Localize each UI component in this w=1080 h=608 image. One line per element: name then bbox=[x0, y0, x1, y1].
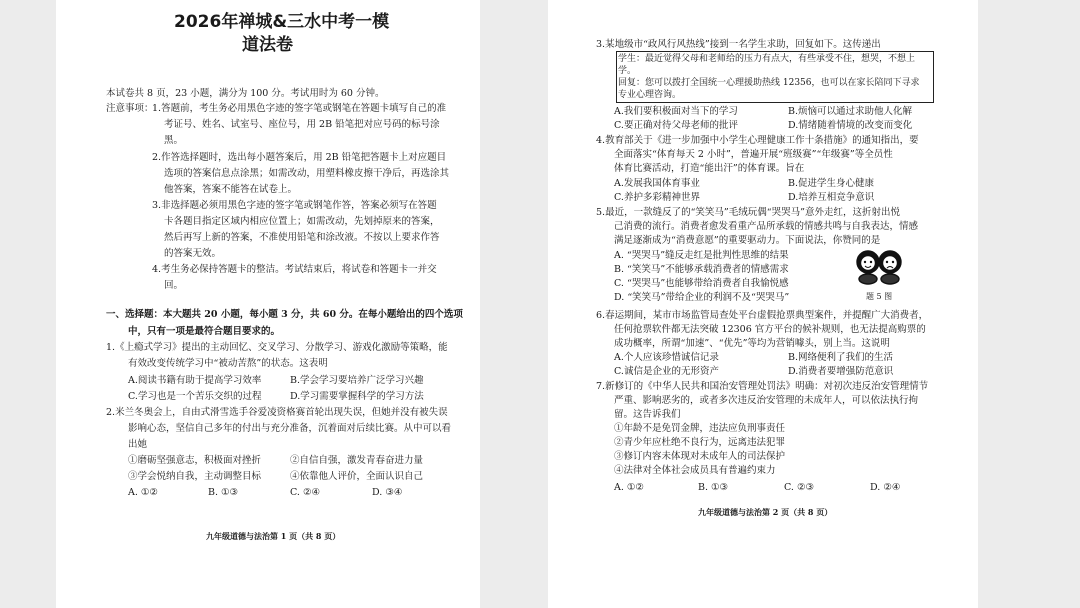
question-stem: 7.新修订的《中华人民共和国治安管理处罚法》明确：对初次违反治安管理情节 bbox=[596, 381, 929, 392]
exam-title: 2026年禅城&三水中考一模 bbox=[174, 12, 390, 32]
page-footer: 九年级道德与法治第 2 页（共 8 页） bbox=[698, 507, 833, 517]
option-d: D. ③④ bbox=[372, 487, 403, 498]
question-stem: 影响心态，坚信自己多年的付出与充分准备，沉着面对后续比赛。从中可以看 bbox=[128, 423, 452, 434]
statement: ②青少年应杜绝不良行为，远离违法犯罪 bbox=[614, 437, 786, 448]
statement: ①磨砺坚强意志，积极面对挫折 bbox=[128, 455, 262, 466]
question-stem: 任何抢票软件都无法突破 12306 官方平台的候补规则，也无法提高购票的 bbox=[614, 324, 926, 335]
option-c: C.养护多彩精神世界 bbox=[614, 192, 700, 203]
note-line: 2.作答选择题时，选出每小题答案后，用 2B 铅笔把答题卡上对应题目 bbox=[152, 152, 447, 163]
option-b: B.网络便利了我们的生活 bbox=[788, 352, 894, 363]
option-d: D.学习需要掌握科学的学习方法 bbox=[290, 391, 424, 402]
section-heading: 一、选择题：本大题共 20 小题，每小题 3 分，共 60 分。在每小题给出的四个选项 bbox=[106, 309, 463, 320]
option-b: B. “笑笑马”不能够承载消费者的情感需求 bbox=[614, 264, 789, 275]
question-stem: 5.最近，一款缝反了的“笑笑马”毛绒玩偶“哭哭马”意外走红，这折射出悦 bbox=[596, 207, 900, 218]
option-d: D.培养互相竞争意识 bbox=[788, 192, 875, 203]
option-c: C. ②④ bbox=[290, 487, 321, 498]
note-line: 卡各题目指定区域内相应位置上；如需改动，先划掉原来的答案， bbox=[164, 216, 440, 227]
question-stem: 有效改变传统学习中“被动苦熬”的状态。这表明 bbox=[128, 358, 328, 369]
question-stem: 2.米兰冬奥会上，自由式滑雪选手谷爱凌资格赛首轮出现失误，但她并没有被失误 bbox=[106, 407, 448, 418]
notes-label: 注意事项： bbox=[106, 103, 154, 114]
question-stem: 留。这告诉我们 bbox=[614, 409, 681, 420]
question-stem: 1.《上瘾式学习》提出的主动回忆、交叉学习、分散学习、游戏化激励等策略，能 bbox=[106, 342, 448, 353]
question-stem: 满足逐渐成为“消费意愿”的重要驱动力。下面说法，你赞同的是 bbox=[614, 235, 881, 246]
note-line: 选项的答案信息点涂黑；如需改动，用塑料橡皮擦干净后，再选涂其 bbox=[164, 168, 450, 179]
option-d: D. ②④ bbox=[870, 482, 901, 493]
intro-text: 本试卷共 8 页，23 小题，满分为 100 分。考试用时为 60 分钟。 bbox=[106, 88, 385, 99]
exam-page-1 bbox=[56, 0, 480, 608]
option-a: A. ①② bbox=[614, 482, 644, 493]
question-stem: 成功概率，所谓“加速”、“优先”等均为营销噱头，别上当。这说明 bbox=[614, 338, 890, 349]
question-stem: 4.教育部关于《进一步加强中小学生心理健康工作十条措施》的通知指出，要 bbox=[596, 135, 919, 146]
note-line: 3.非选择题必须用黑色字迹的签字笔或钢笔作答，答案必须写在答题 bbox=[152, 200, 437, 211]
option-b: B. ①③ bbox=[208, 487, 239, 498]
note-line: 4.考生务必保持答题卡的整洁。考试结束后，将试卷和答题卡一并交 bbox=[152, 264, 437, 275]
crying-horse-figure bbox=[850, 245, 908, 289]
option-a: A.阅读书籍有助于提高学习效率 bbox=[128, 375, 262, 386]
statement: ④法律对全体社会成员具有普遍约束力 bbox=[614, 465, 776, 476]
note-line: 然后再写上新的答案，不准使用铅笔和涂改液。不按以上要求作答 bbox=[164, 232, 440, 243]
option-a: A.发展我国体育事业 bbox=[614, 178, 700, 189]
option-a: A. “哭哭马”缝反走红是批判性思维的结果 bbox=[614, 250, 789, 261]
note-line: 考证号、姓名、试室号、座位号，用 2B 铅笔把对应号码的标号涂 bbox=[164, 119, 440, 130]
dialogue-line: 学生：最近觉得父母和老师给的压力有点大，有些承受不住，想哭，不想上 bbox=[618, 54, 916, 64]
question-stem: 全面落实“体育每天 2 小时”，普遍开展“班级赛”“年级赛”等全员性 bbox=[614, 149, 893, 160]
option-c: C.要正确对待父母老师的批评 bbox=[614, 120, 738, 131]
figure-caption: 题 5 图 bbox=[866, 292, 893, 301]
option-c: C. “哭哭马”也能够带给消费者自我愉悦感 bbox=[614, 278, 789, 289]
statement: ③学会悦纳自我，主动调整目标 bbox=[128, 471, 262, 482]
note-line: 1.答题前，考生务必用黑色字迹的签字笔或钢笔在答题卡填写自己的准 bbox=[152, 103, 447, 114]
option-b: B.烦恼可以通过求助他人化解 bbox=[788, 106, 913, 117]
statement: ②自信自强，激发青春奋进力量 bbox=[290, 455, 424, 466]
question-stem: 己消费的流行。消费者愈发看重产品所承载的情感共鸣与自我表达，情感 bbox=[614, 221, 919, 232]
note-line: 的答案无效。 bbox=[164, 248, 222, 259]
note-line: 他答案，答案不能答在试卷上。 bbox=[164, 184, 298, 195]
note-line: 黑。 bbox=[164, 135, 184, 146]
option-a: A.个人应该珍惜诚信记录 bbox=[614, 352, 719, 363]
statement: ③修订内容未体现对未成年人的司法保护 bbox=[614, 451, 786, 462]
option-a: A.我们要积极面对当下的学习 bbox=[614, 106, 738, 117]
exam-subtitle: 道法卷 bbox=[242, 35, 293, 55]
question-stem: 体育比赛活动，打造“能出汗”的体育课。旨在 bbox=[614, 163, 805, 174]
option-c: C. ②③ bbox=[784, 482, 815, 493]
option-d: D.情绪随着情境的改变而变化 bbox=[788, 120, 913, 131]
dialogue-line: 学。 bbox=[618, 66, 637, 76]
option-b: B. ①③ bbox=[698, 482, 729, 493]
question-stem: 3.某地级市“政风行风热线”接到一名学生求助，回复如下。这传递出 bbox=[596, 39, 881, 50]
note-line: 回。 bbox=[164, 280, 184, 291]
option-c: C.学习也是一个苦乐交织的过程 bbox=[128, 391, 262, 402]
statement: ①年龄不是免罚金牌，违法应负刑事责任 bbox=[614, 423, 786, 434]
option-d: D. “笑笑马”带给企业的利润不及“哭哭马” bbox=[614, 292, 790, 303]
option-a: A. ①② bbox=[128, 487, 158, 498]
question-stem: 出她 bbox=[128, 439, 148, 450]
statement: ④依靠他人评价，全面认识自己 bbox=[290, 471, 424, 482]
option-d: D.消费者要增强防范意识 bbox=[788, 366, 894, 377]
question-stem: 6.春运期间，某市市场监管局查处平台虚假抢票典型案件，并提醒广大消费者， bbox=[596, 310, 929, 321]
dialogue-line: 专业心理咨询。 bbox=[618, 90, 682, 100]
section-heading-cont: 中，只有一项是最符合题目要求的。 bbox=[128, 326, 281, 337]
page-footer: 九年级道德与法治第 1 页（共 8 页） bbox=[206, 531, 341, 541]
dialogue-line: 回复：您可以拨打全国统一心理援助热线 12356，也可以在家长陪同下寻求 bbox=[618, 78, 920, 88]
option-b: B.学会学习要培养广泛学习兴趣 bbox=[290, 375, 424, 386]
question-stem: 严重、影响恶劣的，或者多次违反治安管理的未成年人，可以依法执行拘 bbox=[614, 395, 919, 406]
option-b: B.促进学生身心健康 bbox=[788, 178, 875, 189]
exam-page-2 bbox=[548, 0, 978, 608]
option-c: C.诚信是企业的无形资产 bbox=[614, 366, 719, 377]
